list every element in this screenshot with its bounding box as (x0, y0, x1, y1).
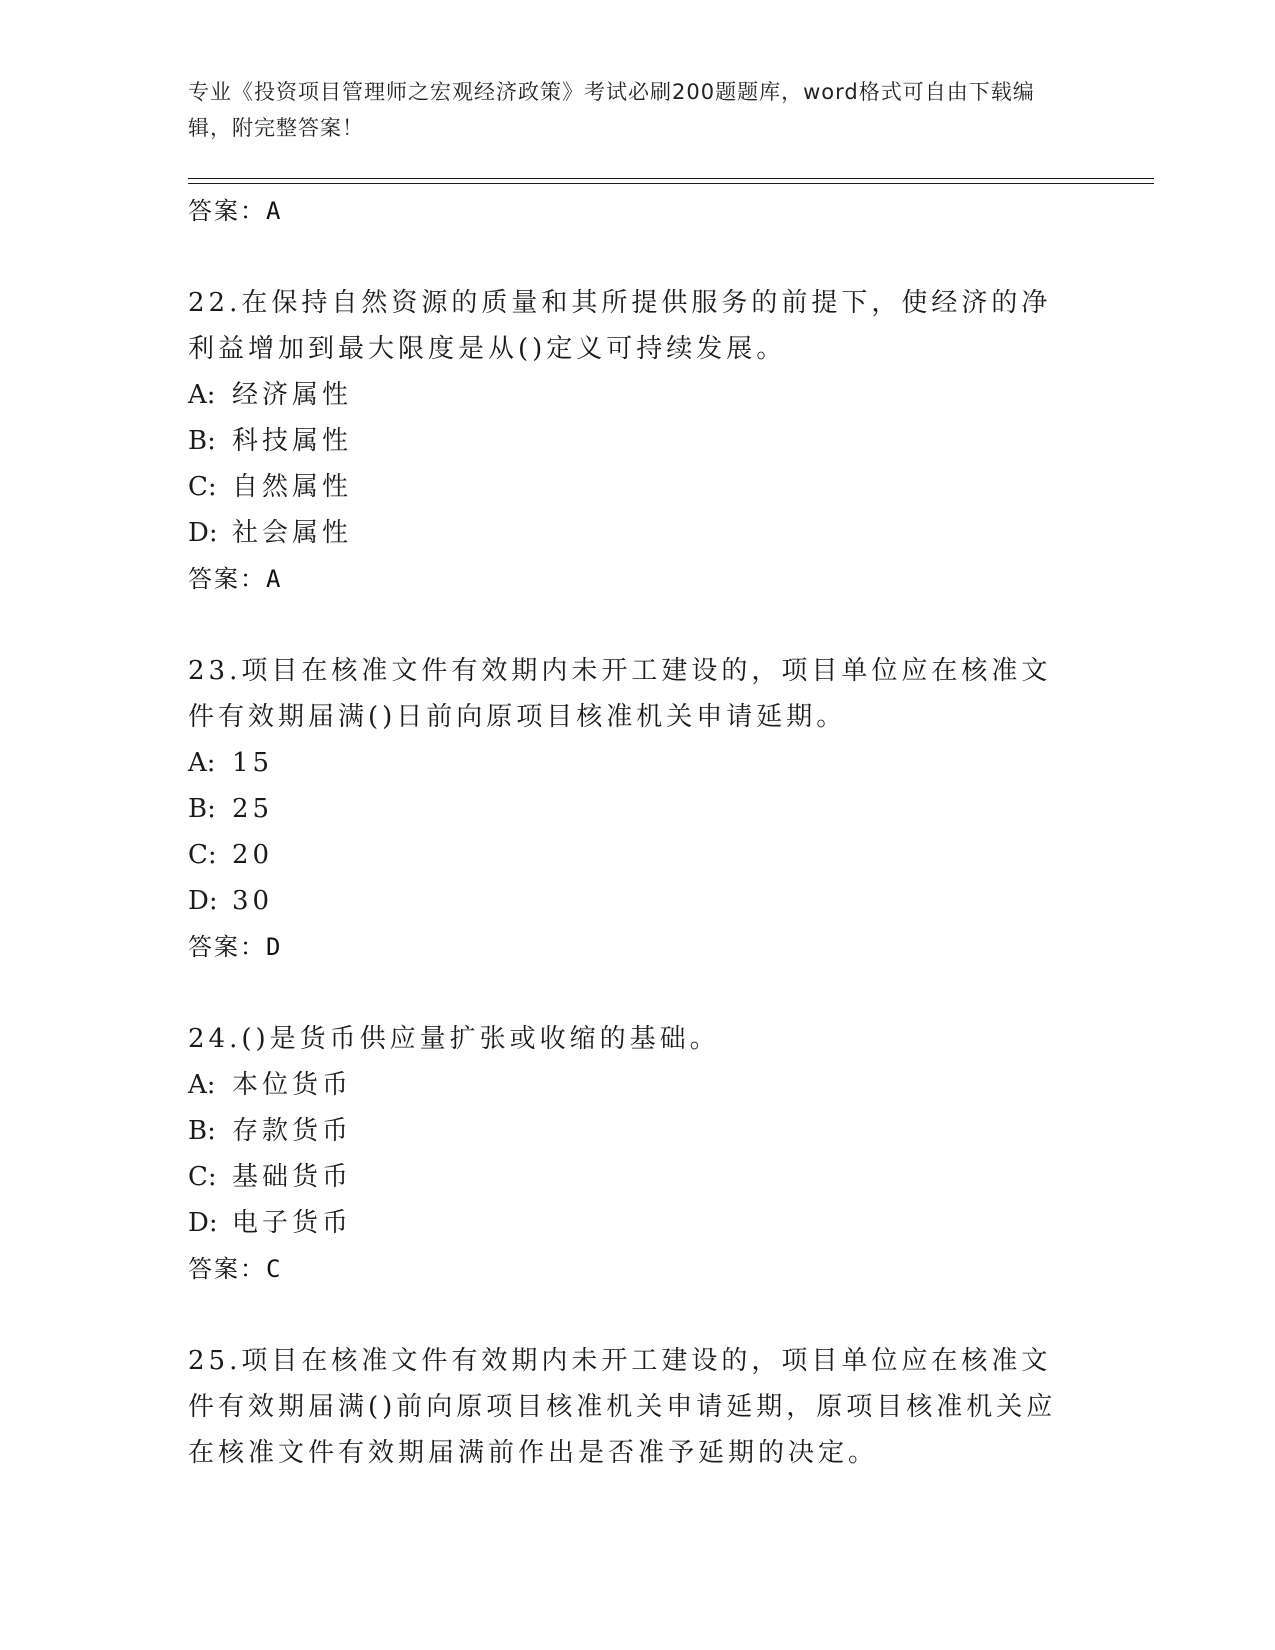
answer-line (188, 924, 1088, 970)
option-c (188, 464, 1088, 510)
option-letter: A: (188, 380, 216, 410)
spacer (188, 602, 1088, 648)
option-letter: C: (188, 472, 217, 502)
option-d (188, 510, 1088, 556)
spacer (188, 970, 1088, 1016)
option-text: 30 (232, 886, 274, 916)
option-letter: C: (188, 840, 217, 870)
answer-line (188, 556, 1088, 602)
option-text: 存款货币 (232, 1116, 353, 1146)
answer-line (188, 188, 1088, 234)
option-letter: B: (188, 1116, 216, 1146)
option-text: 科技属性 (232, 426, 353, 456)
option-letter: A: (188, 748, 216, 778)
spacer (188, 234, 1088, 280)
option-letter: D: (188, 518, 218, 548)
answer-label: 答案： (188, 197, 266, 225)
option-text: 经济属性 (232, 380, 353, 410)
header-divider-bottom (188, 183, 1154, 184)
option-text: 电子货币 (232, 1208, 353, 1238)
option-letter: B: (188, 426, 216, 456)
answer-label: 答案： (188, 933, 266, 961)
option-letter: A: (188, 1070, 216, 1100)
option-text: 自然属性 (232, 472, 353, 502)
option-text: 社会属性 (232, 518, 353, 548)
option-b (188, 786, 1088, 832)
option-a (188, 1062, 1088, 1108)
header-divider-top (188, 178, 1154, 179)
answer-label: 答案： (188, 565, 266, 593)
option-b (188, 418, 1088, 464)
answer-line (188, 1246, 1088, 1292)
option-text: 15 (232, 748, 274, 778)
option-b (188, 1108, 1088, 1154)
option-letter: B: (188, 794, 216, 824)
option-d (188, 878, 1088, 924)
question-text: 23.项目在核准文件有效期内未开工建设的，项目单位应在核准文件有效期届满()日前向原项目核准机关申请延期。 (188, 656, 1052, 732)
option-a (188, 740, 1088, 786)
question-text: 25.项目在核准文件有效期内未开工建设的，项目单位应在核准文件有效期届满()前向原项目核准机关申请延期，原项目核准机关应在核准文件有效期届满前作出是否准予延期的决定。 (188, 1346, 1057, 1468)
option-a (188, 372, 1088, 418)
question-text: 24.()是货币供应量扩张或收缩的基础。 (188, 1024, 720, 1054)
answer-value: A (266, 565, 281, 593)
spacer (188, 1292, 1088, 1338)
question-text: 22.在保持自然资源的质量和其所提供服务的前提下，使经济的净利益增加到最大限度是从()定义可持续发展。 (188, 288, 1052, 364)
answer-value: C (266, 1255, 281, 1283)
option-text: 20 (232, 840, 274, 870)
option-letter: C: (188, 1162, 217, 1192)
option-text: 25 (232, 794, 274, 824)
option-text: 本位货币 (232, 1070, 353, 1100)
document-header: 专业《投资项目管理师之宏观经济政策》考试必刷200题题库，word格式可自由下载编辑，附完整答案！ (188, 80, 1035, 140)
option-d (188, 1200, 1088, 1246)
option-letter: D: (188, 1208, 218, 1238)
option-c (188, 1154, 1088, 1200)
answer-value: D (266, 933, 281, 961)
answer-value: A (266, 197, 281, 225)
question-list (188, 188, 1088, 1476)
answer-label: 答案： (188, 1255, 266, 1283)
option-text: 基础货币 (232, 1162, 353, 1192)
option-letter: D: (188, 886, 218, 916)
option-c (188, 832, 1088, 878)
